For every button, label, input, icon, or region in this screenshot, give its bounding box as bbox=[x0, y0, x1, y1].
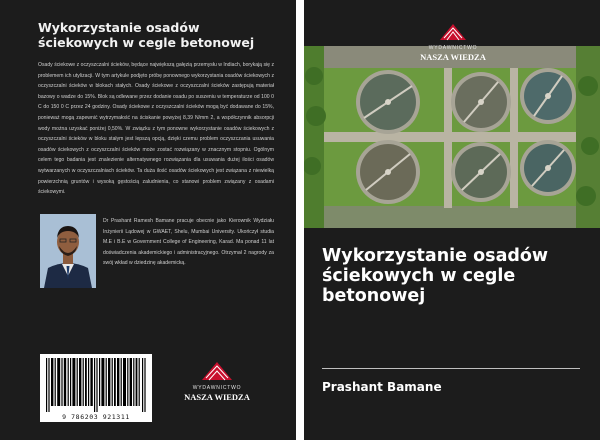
author-portrait-icon bbox=[40, 214, 96, 288]
isbn-barcode bbox=[40, 354, 152, 422]
back-title-line-2: ściekowych w cegle betonowej bbox=[38, 35, 255, 50]
front-publisher-line2: NASZA WIEDZA bbox=[420, 52, 486, 62]
back-publisher-line1: WYDAWNICTWO bbox=[192, 385, 242, 391]
front-publisher-line1: WYDAWNICTWO bbox=[428, 45, 478, 51]
back-cover-title bbox=[38, 20, 278, 50]
divider-line bbox=[322, 368, 580, 369]
book-logo-icon bbox=[172, 354, 262, 406]
cover-photo-treatment-plant bbox=[304, 46, 600, 228]
spine-gap bbox=[296, 0, 304, 440]
isbn-digits: 9 786203 921311 bbox=[62, 413, 130, 421]
author-bio: Dr Prashant Ramesh Bamane pracuje obecnie jako Kierownik Wydziału Inżynierii Lądowej w GWAET, Shelu, Mumbai University. Ukończył studia M.E i B.E w Government College of Engineering, Karad. Ma ponad 11 lat doświadczenia akademickiego i administracyjnego. Otrzymał 2 nagrody za swój wkład w dziedzinę akademicką. bbox=[103, 218, 274, 267]
abstract-text: Osady ściekowe z oczyszczalni ścieków, będące największą gałęzią przemysłu w Indiach, borykają się z problemem ich utylizacji. W tym artykule podjęto próbę ponownego wykorzystania osadów ściekowych z oczyszczalni ścieków w blokach stałych. Osady ściekowe z oczyszczalni ścieków zastępują materiał bazowy o wadze do 15%. Blok są odlewane przez dodanie osadu po suszeniu w temperaturze od 100 0 C do 150 0 C przez 24 godziny. Osady ściekowe z oczyszczalni ścieków mogą być dodawane do 15%, ponieważ mogą zapewnić wytrzymałość na ściskanie powyżej 8,39 N/mm 2, a współczynnik absorpcji wody można uzyskać poniżej 0,50%. W związku z tym ponowne wykorzystanie osadów ściekowych z oczyszczalni ścieków w bloku stałym jest lepszą opcją, dzięki czemu problem oczyszczania usuwania osadów ściekowych z oczyszczalni ścieków może zostać rozwiązany w znacznym stopniu. Ogólnym celem tego badania jest znalezienie alternatywnego rozwiązania dla usuwania dużej ilości osadów wytwarzanych w oczyszczalniach ścieków. Ta duża ilość osadów ściekowych jest związana z niewielką powierzchnią gruntów i wysoką gęstością zaludnienia, co stanowi problem związany z osadami ściekowymi. bbox=[38, 62, 274, 196]
author-photo bbox=[40, 214, 96, 288]
front-cover-title: Wykorzystanie osadów ściekowych w cegle betonowej bbox=[322, 246, 549, 306]
back-title-line-1: Wykorzystanie osadów bbox=[38, 20, 200, 35]
front-publisher-logo bbox=[408, 16, 498, 66]
back-publisher-line2: NASZA WIEDZA bbox=[184, 392, 250, 402]
barcode-icon bbox=[40, 354, 152, 414]
back-publisher-logo bbox=[172, 354, 262, 406]
book-logo-icon bbox=[408, 16, 498, 66]
sewage-plant-aerial-icon bbox=[304, 46, 600, 228]
front-cover bbox=[304, 0, 600, 440]
front-cover-author: Prashant Bamane bbox=[322, 380, 442, 394]
back-cover bbox=[0, 0, 296, 440]
